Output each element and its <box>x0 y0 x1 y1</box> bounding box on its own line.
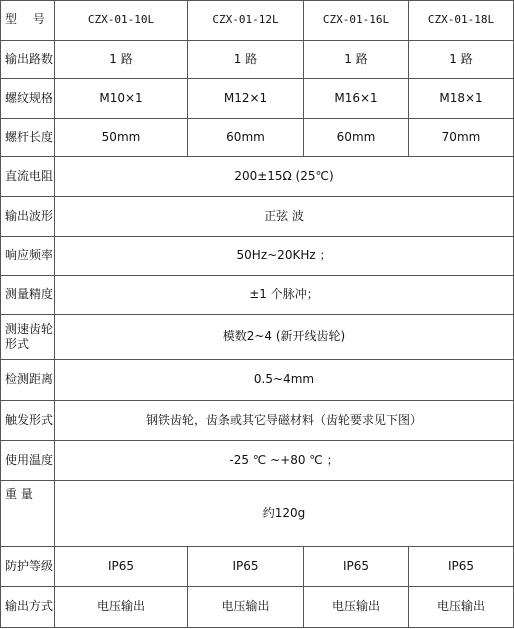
row-trigger-form <box>1 400 514 441</box>
label-output-waveform: 输出波形 <box>1 196 55 237</box>
label-trigger-form: 触发形式 <box>1 400 55 441</box>
row-gear-form <box>1 315 514 360</box>
cell-screw-length-2: 60mm <box>188 118 304 157</box>
cell-trigger-form: 钢铁齿轮，齿条或其它导磁材料（齿轮要求见下图） <box>55 400 514 441</box>
header-model-2: CZX-01-12L <box>188 1 304 41</box>
cell-thread-spec-3: M16×1 <box>304 79 409 119</box>
cell-thread-spec-4: M18×1 <box>409 79 514 119</box>
label-detect-distance: 检测距离 <box>1 360 55 401</box>
cell-protection-2: IP65 <box>188 546 304 587</box>
cell-output-mode-2: 电压输出 <box>188 587 304 628</box>
label-response-freq: 响应频率 <box>1 237 55 276</box>
label-output-mode: 输出方式 <box>1 587 55 628</box>
cell-temperature: -25 ℃ ~+80 ℃ ； <box>55 441 514 481</box>
cell-gear-form: 模数2~4 (新开线齿轮) <box>55 315 514 360</box>
cell-output-channels-1: 1 路 <box>55 40 188 79</box>
row-output-waveform <box>1 196 514 237</box>
cell-response-freq: 50Hz~20KHz ； <box>55 237 514 276</box>
header-model-3: CZX-01-16L <box>304 1 409 41</box>
row-weight <box>1 480 514 546</box>
cell-thread-spec-1: M10×1 <box>55 79 188 119</box>
row-output-channels <box>1 40 514 79</box>
label-weight: 重 量 <box>1 480 55 546</box>
row-output-mode <box>1 587 514 628</box>
cell-thread-spec-2: M12×1 <box>188 79 304 119</box>
header-model-label: 型 号 <box>1 1 55 41</box>
row-temperature <box>1 441 514 481</box>
cell-accuracy: ±1 个脉冲； <box>55 275 514 315</box>
label-gear-form: 测速齿轮形式 <box>1 315 55 360</box>
header-model-1: CZX-01-10L <box>55 1 188 41</box>
label-protection: 防护等级 <box>1 546 55 587</box>
row-protection <box>1 546 514 587</box>
cell-detect-distance: 0.5~4mm <box>55 360 514 401</box>
row-thread-spec <box>1 79 514 119</box>
header-row <box>1 1 514 41</box>
cell-protection-1: IP65 <box>55 546 188 587</box>
label-screw-length: 螺杆长度 <box>1 118 55 157</box>
cell-dc-resistance: 200±15Ω (25℃) <box>55 157 514 197</box>
cell-output-channels-3: 1 路 <box>304 40 409 79</box>
label-thread-spec: 螺纹规格 <box>1 79 55 119</box>
cell-weight: 约120g <box>55 480 514 546</box>
label-temperature: 使用温度 <box>1 441 55 481</box>
label-accuracy: 测量精度 <box>1 275 55 315</box>
row-response-freq <box>1 237 514 276</box>
cell-screw-length-3: 60mm <box>304 118 409 157</box>
cell-output-channels-4: 1 路 <box>409 40 514 79</box>
label-output-channels: 输出路数 <box>1 40 55 79</box>
cell-output-mode-4: 电压输出 <box>409 587 514 628</box>
cell-output-mode-1: 电压输出 <box>55 587 188 628</box>
row-screw-length <box>1 118 514 157</box>
header-model-4: CZX-01-18L <box>409 1 514 41</box>
cell-output-waveform: 正弦 波 <box>55 196 514 237</box>
cell-screw-length-1: 50mm <box>55 118 188 157</box>
cell-screw-length-4: 70mm <box>409 118 514 157</box>
row-detect-distance <box>1 360 514 401</box>
label-dc-resistance: 直流电阻 <box>1 157 55 197</box>
row-accuracy <box>1 275 514 315</box>
cell-protection-4: IP65 <box>409 546 514 587</box>
cell-protection-3: IP65 <box>304 546 409 587</box>
cell-output-channels-2: 1 路 <box>188 40 304 79</box>
row-dc-resistance <box>1 157 514 197</box>
cell-output-mode-3: 电压输出 <box>304 587 409 628</box>
